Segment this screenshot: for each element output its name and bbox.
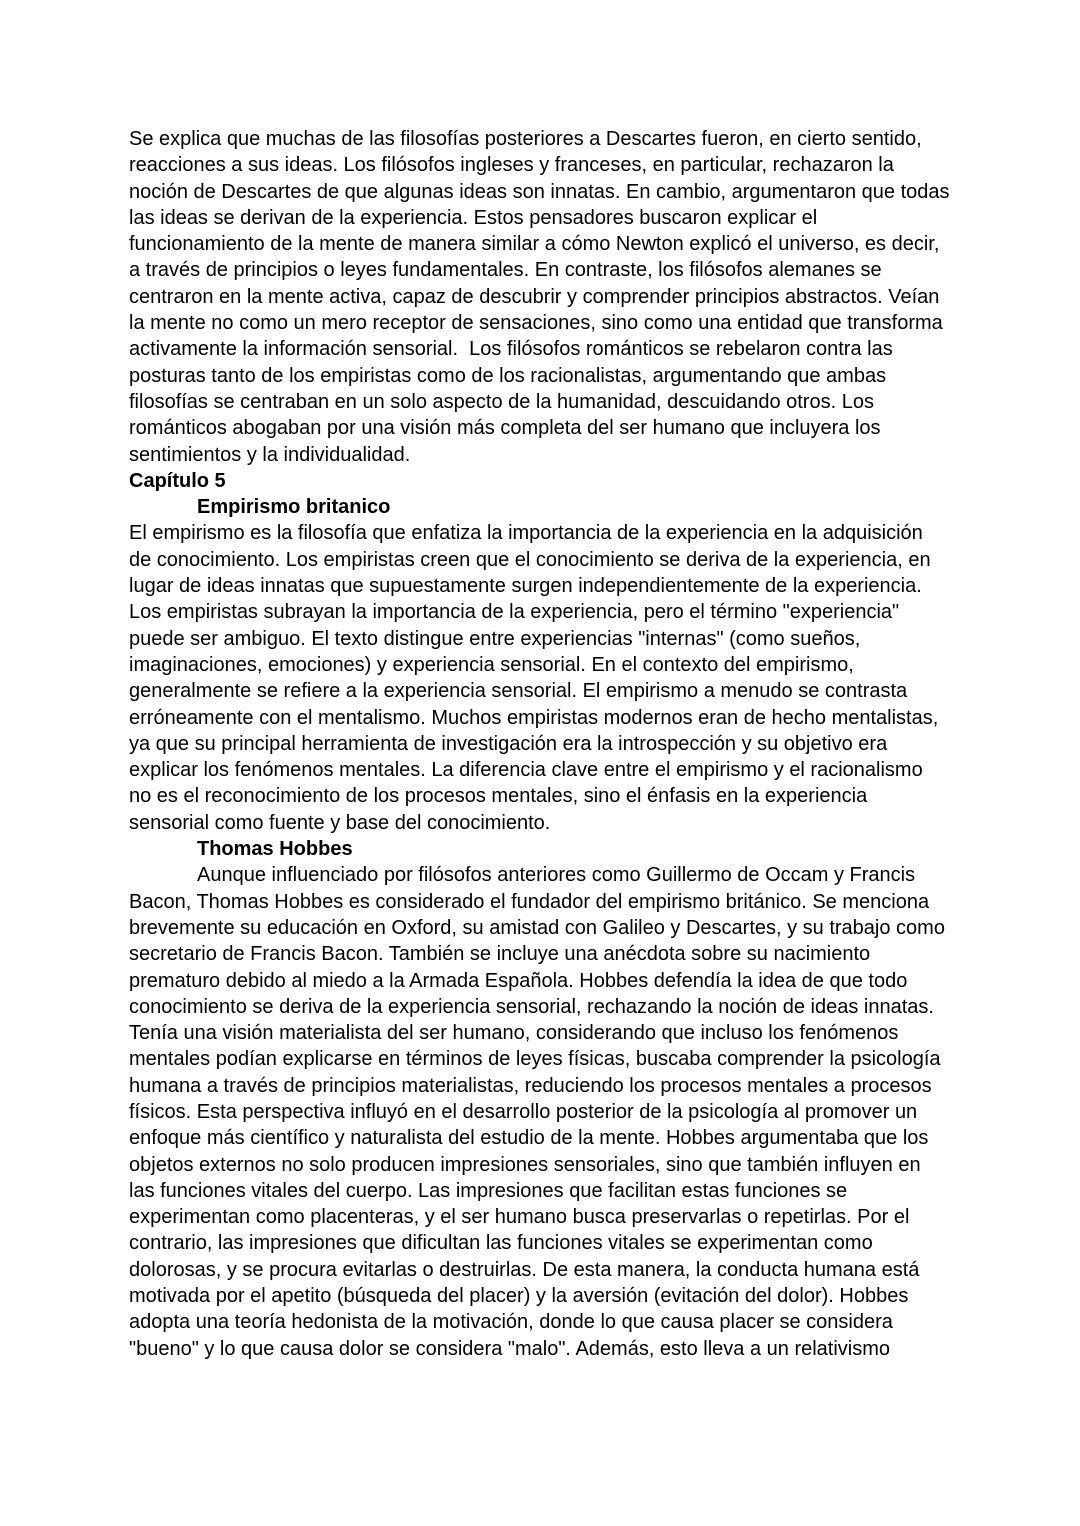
section-heading-empirismo-britanico: Empirismo britanico [197, 496, 391, 519]
paragraph-empirismo: El empirismo es la filosofía que enfatiza la importancia de la experiencia en la adquisición de conocimiento. Los empiristas creen que el conocimiento se deriva de la experiencia, en lugar de ideas innatas que supuestamente surgen independientemente de la experiencia. Los empiristas subrayan la importancia de la experiencia, pero el término "experiencia" puede ser ambiguo. El texto distingue entre experiencias "internas" (como sueños, imaginaciones, emociones) y experiencia sensorial. En el contexto del empirismo, generalmente se refiere a la experiencia sensorial. El empirismo a menudo se contrasta erróneamente con el mentalismo. Muchos empiristas modernos eran de hecho mentalistas, ya que su principal herramienta de investigación era la introspección y su objetivo era explicar los fenómenos mentales. La diferencia clave entre el empirismo y el racionalismo no es el reconocimiento de los procesos mentales, sino el énfasis en la experiencia sensorial como fuente y base del conocimiento. [129, 522, 944, 834]
section-heading-thomas-hobbes: Thomas Hobbes [197, 838, 353, 861]
chapter-heading: Capítulo 5 [129, 469, 226, 492]
paragraph-descartes-reactions: Se explica que muchas de las filosofías posteriores a Descartes fueron, en cierto sentido, reacciones a sus ideas. Los filósofos ingleses y franceses, en particular, rechazaron la noción de Descartes de que algunas ideas son innatas. En cambio, argumentaron que todas las ideas se derivan de la experiencia. Estos pensadores buscaron explicar el funcionamiento de la mente de manera similar a cómo Newton explicó el universo, es decir, a través de principios o leyes fundamentales. En contraste, los filósofos alemanes se centraron en la mente activa, capaz de descubrir y comprender principios abstractos. Veían la mente no como un mero receptor de sensaciones, sino como una entidad que transforma activamente la información sensorial. Los filósofos románticos se rebelaron contra las posturas tanto de los empiristas como de los racionalistas, argumentando que ambas filosofías se centraban en un solo aspecto de la humanidad, descuidando otros. Los románticos abogaban por una visión más completa del ser humano que incluyera los sentimientos y la individualidad. [129, 128, 956, 466]
paragraph-thomas-hobbes: Aunque influenciado por filósofos anteriores como Guillermo de Occam y Francis Bacon, Thomas Hobbes es considerado el fundador del empirismo británico. Se menciona brevemente su educación en Oxford, su amistad con Galileo y Descartes, y su trabajo como secretario de Francis Bacon. También se incluye una anécdota sobre su nacimiento prematuro debido al miedo a la Armada Española. Hobbes defendía la idea de que todo conocimiento se deriva de la experiencia sensorial, rechazando la noción de ideas innatas. Tenía una visión materialista del ser humano, considerando que incluso los fenómenos mentales podían explicarse en términos de leyes físicas, buscaba comprender la psicología humana a través de principios materialistas, reduciendo los procesos mentales a procesos físicos. Esta perspectiva influyó en el desarrollo posterior de la psicología al promover un enfoque más científico y naturalista del estudio de la mente. Hobbes argumentaba que los objetos externos no solo producen impresiones sensoriales, sino que también influyen en las funciones vitales del cuerpo. Las impresiones que facilitan estas funciones se experimentan como placenteras, y el ser humano busca preservarlas o repetirlas. Por el contrario, las impresiones que dificultan las funciones vitales se experimentan como dolorosas, y se procura evitarlas o destruirlas. De esta manera, la conducta humana está motivada por el apetito (búsqueda del placer) y la aversión (evitación del dolor). Hobbes adopta una teoría hedonista de la motivación, donde lo que causa placer se considera "bueno" y lo que causa dolor se considera "malo". Además, esto lleva a un relativismo [129, 864, 951, 1360]
